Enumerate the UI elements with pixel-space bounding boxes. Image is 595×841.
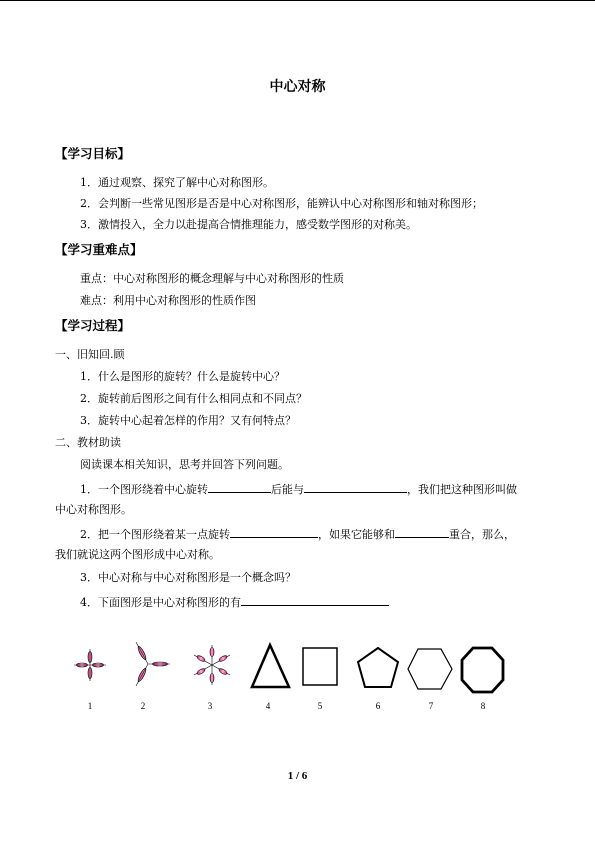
page-title: 中心对称	[269, 79, 326, 95]
question-4-blank[interactable]	[241, 594, 389, 606]
figure-label-7: 7	[428, 701, 434, 711]
question-2-part-a: 2．把一个图形绕着某一点旋转	[80, 528, 230, 541]
question-1-line	[80, 481, 517, 497]
question-2-continuation: 我们就说这两个图形成中心对称。	[55, 548, 220, 561]
review-item-3: 3．旋转中心起着怎样的作用？又有何特点？	[80, 414, 296, 427]
figure-1-four-petal	[74, 649, 106, 681]
key-point-focus: 重点：中心对称图形的概念理解与中心对称图形的性质	[80, 272, 344, 285]
goal-item-2: 2．会判断一些常见图形是否是中心对称图形，能辨认中心对称图形和轴对称图形；	[80, 197, 483, 210]
question-4-text: 4．下面图形是中心对称图形的有	[80, 596, 241, 609]
figure-label-3: 3	[207, 701, 213, 711]
question-1-blank-1[interactable]	[208, 481, 271, 493]
top-border-line	[0, 0, 595, 1]
figure-6-pentagon	[358, 648, 398, 687]
question-4-line	[80, 594, 389, 610]
figure-2-three-petal	[136, 642, 170, 686]
question-1-part-b: 后能与	[271, 483, 304, 496]
figure-8-octagon	[462, 648, 503, 692]
figure-label-4: 4	[265, 701, 271, 711]
figure-5-square	[303, 648, 337, 685]
page-number: 1 / 6	[287, 770, 308, 782]
section-heading-goals: 【学习目标】	[55, 146, 131, 161]
review-heading: 一、旧知回.顾	[55, 348, 125, 361]
figure-7-hexagon	[408, 649, 452, 689]
question-1-blank-2[interactable]	[304, 481, 407, 493]
reading-intro: 阅读课本相关知识，思考并回答下列问题。	[80, 458, 289, 471]
figure-row	[0, 630, 595, 700]
question-1-continuation: 中心对称图形。	[55, 503, 132, 516]
reading-heading: 二、教材助读	[55, 436, 121, 449]
question-1-part-c: ，我们把这种图形叫做	[407, 483, 517, 496]
figure-3-six-petal	[194, 645, 230, 685]
question-3: 3．中心对称与中心对称图形是一个概念吗？	[80, 571, 296, 584]
figure-label-6: 6	[375, 701, 381, 711]
figure-4-triangle	[252, 645, 289, 687]
figure-label-2: 2	[140, 701, 146, 711]
figure-label-8: 8	[480, 701, 486, 711]
review-item-2: 2．旋转前后图形之间有什么相同点和不同点？	[80, 392, 307, 405]
goal-item-3: 3．激情投入，全力以赴提高合情推理能力，感受数学图形的对称美。	[80, 218, 417, 231]
review-item-1: 1．什么是图形的旋转？什么是旋转中心？	[80, 370, 285, 383]
section-heading-process: 【学习过程】	[55, 318, 131, 333]
question-2-blank-2[interactable]	[395, 526, 449, 538]
goal-item-1: 1．通过观察、探究了解中心对称图形。	[80, 176, 274, 189]
section-heading-key-points: 【学习重难点】	[55, 242, 143, 257]
key-point-difficulty: 难点：利用中心对称图形的性质作图	[80, 294, 256, 307]
question-1-part-a: 1．一个图形绕着中心旋转	[80, 483, 208, 496]
question-2-blank-1[interactable]	[230, 526, 318, 538]
question-2-line	[80, 526, 515, 542]
question-2-part-b: ，如果它能够和	[318, 528, 395, 541]
figure-label-1: 1	[87, 701, 93, 711]
question-2-part-c: 重合，那么，	[449, 528, 515, 541]
figure-label-5: 5	[317, 701, 323, 711]
